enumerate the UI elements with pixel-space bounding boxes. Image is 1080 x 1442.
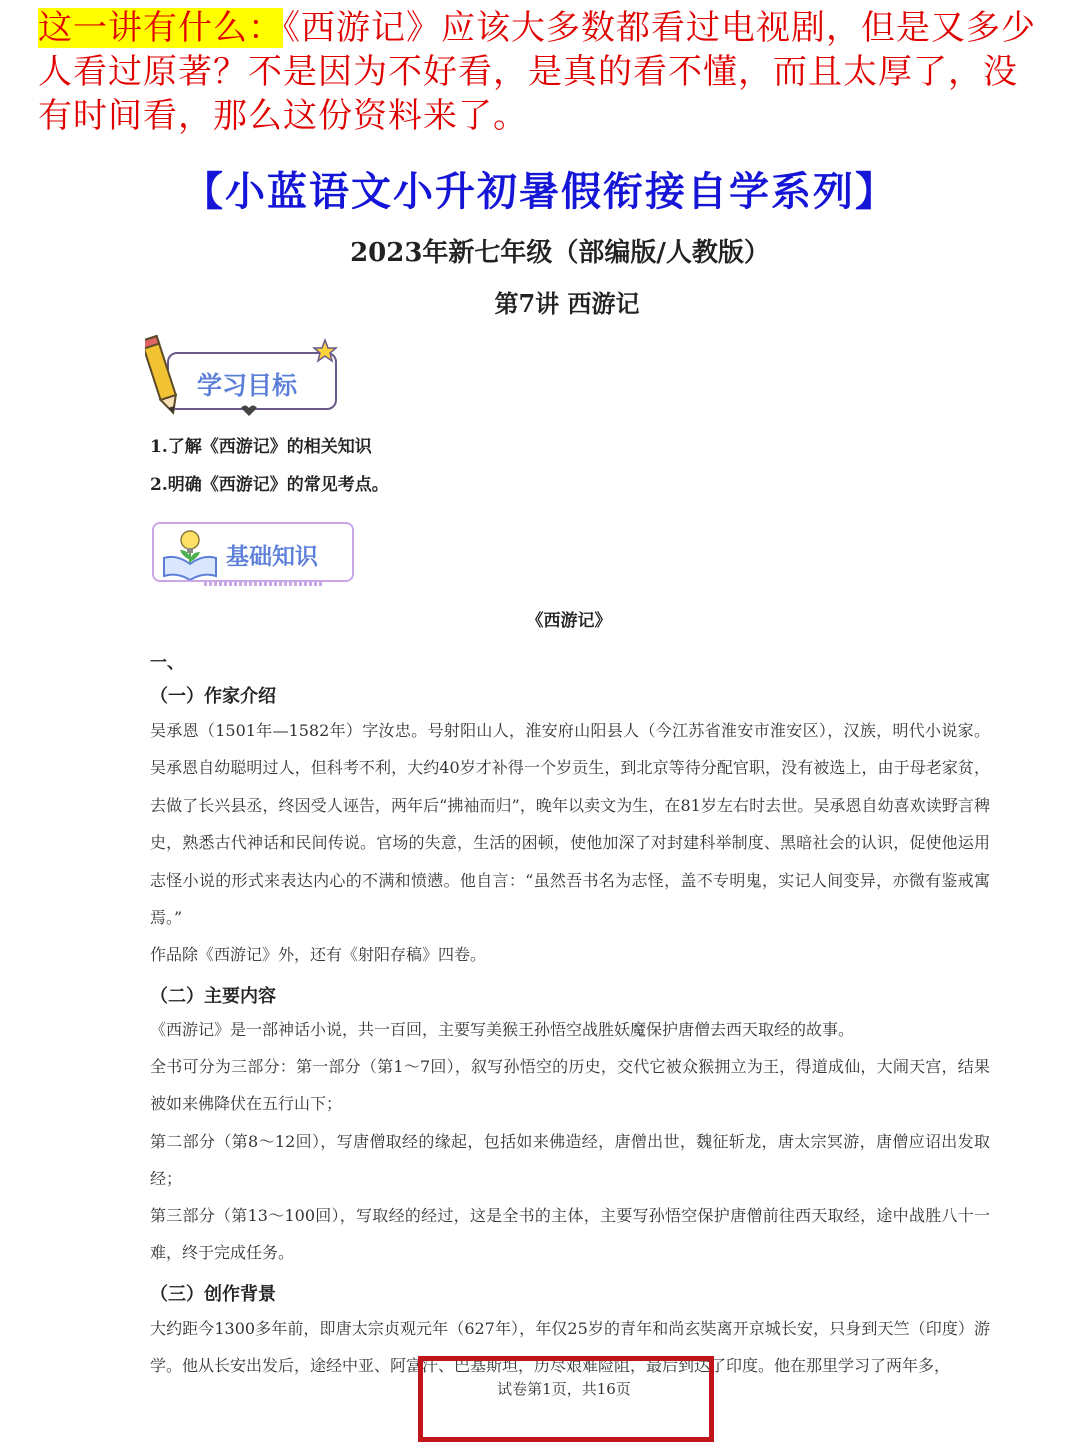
highlight-frame: [418, 1356, 714, 1442]
book-lightbulb-icon: [160, 528, 220, 580]
author-paragraph: 吴承恩（1501年—1582年）字汝忠。号射阳山人，淮安府山阳县人（今江苏省淮安市淮安区），汉族，明代小说家。吴承恩自幼聪明过人，但科考不利，大约40岁才补得一个岁贡生，到北京等待分配官职，没有被选上，由于母老家贫，去做了长兴县丞，终因受人诬告，两年后“拂袖而归”，晚年以卖文为生，在81岁左右时去世。吴承恩自幼喜欢读野言稗史，熟悉古代神话和民间传说。官场的失意，生活的困顿，使他加深了对封建科举制度、黑暗社会的认识，促使他运用志怪小说的形式来表达内心的不满和愤懑。他自言：“虽然吾书名为志怪，盖不专明鬼，实记人间变异，亦微有鉴戒寓焉。”: [150, 721, 990, 928]
badge-divider: [204, 582, 324, 586]
background-heading: （三）创作背景: [150, 1284, 276, 1305]
basic-knowledge-badge: [152, 522, 362, 590]
content-paragraph: 第二部分（第8～12回），写唐僧取经的缘起，包括如来佛造经，唐僧出世，魏征斩龙，唐太宗冥游，唐僧应诏出发取经；: [150, 1132, 990, 1189]
section-number: 一、: [150, 653, 184, 673]
grade-subtitle: 2023年新七年级（部编版/人教版）: [350, 238, 770, 268]
content-heading: （二）主要内容: [150, 986, 276, 1007]
author-heading: （一）作家介绍: [150, 686, 276, 707]
intro-text: 《西游记》应该大多数都看过电视剧，但是又多少人看过原著？不是因为不好看，是真的看不懂，而且太厚了，没有时间看，那么这份资料来了。: [38, 8, 1036, 136]
author-works-paragraph: 作品除《西游记》外，还有《射阳存稿》四卷。: [150, 945, 487, 964]
intro-highlight: 这一讲有什么：: [38, 8, 283, 48]
content-paragraph: 第三部分（第13～100回），写取经的经过，这是全书的主体，主要写孙悟空保护唐僧前往西天取经，途中战胜八十一难，终于完成任务。: [150, 1206, 990, 1263]
lesson-title: 第7讲 西游记: [494, 289, 640, 318]
learning-goal-badge: [145, 330, 345, 420]
content-paragraph: 全书可分为三部分：第一部分（第1～7回），叙写孙悟空的历史，交代它被众猴拥立为王，得道成仙，大闹天宫，结果被如来佛降伏在五行山下；: [150, 1057, 990, 1114]
goal-badge-label: 学习目标: [197, 371, 298, 400]
content-paragraph: 《西游记》是一部神话小说，共一百回，主要写美猴王孙悟空战胜妖魔保护唐僧去西天取经的故事。: [150, 1020, 855, 1039]
basic-badge-label: 基础知识: [226, 544, 318, 570]
page-footer: 试卷第1页，共16页: [497, 1380, 631, 1398]
series-title: 【小蓝语文小升初暑假衔接自学系列】: [183, 169, 897, 215]
goal-item: 2.明确《西游记》的常见考点。: [150, 475, 389, 495]
intro-note: [38, 6, 1048, 138]
background-paragraph: 大约距今1300多年前，即唐太宗贞观元年（627年），年仅25岁的青年和尚玄奘离开京城长安，只身到天竺（印度）游学。他从长安出发后，途经中亚、阿富汗、巴基斯坦，历尽艰难险阻，最后到达了印度。他在那里学习了两年多，: [150, 1319, 990, 1376]
book-title: 《西游记》: [526, 611, 612, 631]
goal-item: 1.了解《西游记》的相关知识: [150, 437, 372, 457]
